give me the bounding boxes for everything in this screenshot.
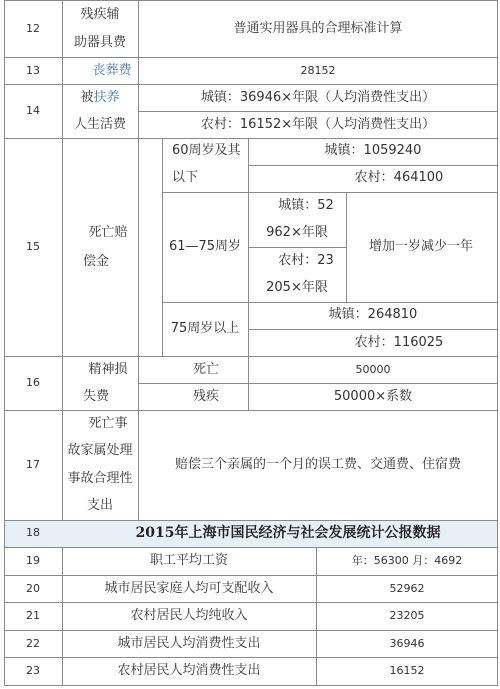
- row-label: 精神损: [88, 362, 128, 377]
- age-group-label: 60周岁及其: [172, 143, 241, 158]
- cell-divider: [162, 192, 498, 193]
- col-divider: [62, 0, 63, 520]
- urban-value: 城镇：52: [278, 198, 334, 213]
- row-divider: [4, 630, 498, 631]
- death-value: 50000: [355, 363, 391, 376]
- row-label: 人生活费: [73, 117, 127, 132]
- row-divider: [4, 685, 498, 686]
- row-label: 事故合理性: [67, 471, 133, 486]
- rural-value: 农村：464100: [354, 170, 444, 185]
- row-divider: [4, 547, 498, 548]
- age-note: 增加一岁减少一年: [368, 239, 474, 254]
- row-label: 死亡事: [88, 416, 128, 431]
- urban-value: 城镇：1059240: [324, 143, 422, 158]
- row-divider: [4, 356, 498, 357]
- cell-divider: [248, 329, 498, 330]
- cell-divider: [248, 165, 498, 166]
- row-label-prefix: 被: [80, 90, 94, 105]
- col-divider: [138, 0, 139, 520]
- row-number: 19: [26, 554, 40, 567]
- row-number: 16: [26, 376, 40, 389]
- col-divider: [248, 356, 249, 410]
- row-divider: [4, 520, 498, 521]
- col-divider: [248, 138, 249, 356]
- row-number: 12: [26, 22, 40, 35]
- row-number: 20: [26, 582, 40, 595]
- cell-divider: [248, 247, 346, 248]
- stat-value: 52962: [389, 582, 425, 595]
- age-group-label: 75周岁以上: [170, 321, 240, 336]
- col-divider: [346, 192, 347, 302]
- urban-value: 城镇：36946×年限（人均消费性支出）: [200, 90, 436, 105]
- cell-divider: [138, 383, 498, 384]
- disabled-value: 50000×系数: [333, 389, 413, 404]
- row-divider: [4, 0, 498, 1]
- col-divider: [316, 547, 317, 685]
- stat-label: 城市居民人均消费性支出: [117, 636, 261, 651]
- stat-label: 职工平均工资: [149, 553, 229, 568]
- row-label: 死亡赔: [88, 225, 128, 240]
- dependent-link[interactable]: 扶养: [93, 90, 120, 105]
- stat-value: 16152: [389, 664, 425, 677]
- stat-label: 农村居民人均纯收入: [130, 608, 248, 623]
- disabled-label: 残疾: [192, 389, 220, 404]
- row-number: 17: [26, 458, 40, 471]
- row-divider: [4, 575, 498, 576]
- row-divider: [4, 602, 498, 603]
- row-number: 22: [26, 637, 40, 650]
- section-title: 2015年上海市国民经济与社会发展统计公报数据: [135, 525, 441, 541]
- table-border: [497, 0, 498, 686]
- death-label: 死亡: [192, 362, 220, 377]
- row-label: 助器具费: [73, 35, 127, 50]
- row-number: 13: [26, 64, 40, 77]
- row-divider: [4, 138, 498, 139]
- cell-divider: [138, 111, 498, 112]
- row-divider: [4, 410, 498, 411]
- funeral-fee-link[interactable]: 丧葬费: [92, 63, 132, 78]
- row-number: 21: [26, 609, 40, 622]
- rural-value: 205×年限: [266, 280, 328, 295]
- rural-value: 农村：116025: [354, 335, 444, 350]
- row-label: [80, 89, 119, 107]
- row-divider: [4, 57, 498, 58]
- stat-value: 年：56300 月：4692: [351, 554, 463, 567]
- rural-value: 农村：23: [278, 253, 334, 268]
- row-divider: [4, 84, 498, 85]
- row-value: 普通实用器具的合理标准计算: [233, 21, 403, 36]
- row-divider: [4, 657, 498, 658]
- row-number: 14: [26, 104, 40, 117]
- stat-label: 农村居民人均消费性支出: [117, 663, 261, 678]
- row-label: 失费: [82, 389, 110, 404]
- row-value: 赔偿三个亲属的一个月的误工费、交通费、住宿费: [174, 457, 462, 472]
- row-label: 故家属处理: [67, 443, 133, 458]
- row-label: 支出: [86, 498, 114, 513]
- stat-value: 23205: [389, 609, 425, 622]
- stat-label: 城市居民家庭人均可支配收入: [104, 581, 274, 596]
- urban-value: 城镇：264810: [328, 307, 418, 322]
- cell-divider: [162, 302, 498, 303]
- row-number: 18: [26, 526, 40, 539]
- rural-value: 农村：16152×年限（人均消费性支出）: [200, 117, 436, 132]
- row-label: 残疾辅: [80, 7, 120, 22]
- row-number: 15: [26, 240, 40, 253]
- row-label: 偿金: [82, 254, 110, 269]
- col-divider: [62, 547, 63, 685]
- age-group-label: 以下: [172, 170, 199, 185]
- table-border: [4, 0, 5, 686]
- col-divider: [162, 138, 163, 356]
- row-value: 28152: [300, 64, 336, 77]
- urban-value: 962×年限: [266, 225, 328, 240]
- stat-value: 36946: [389, 637, 425, 650]
- row-number: 23: [26, 664, 40, 677]
- age-group-label: 61—75周岁: [168, 239, 242, 254]
